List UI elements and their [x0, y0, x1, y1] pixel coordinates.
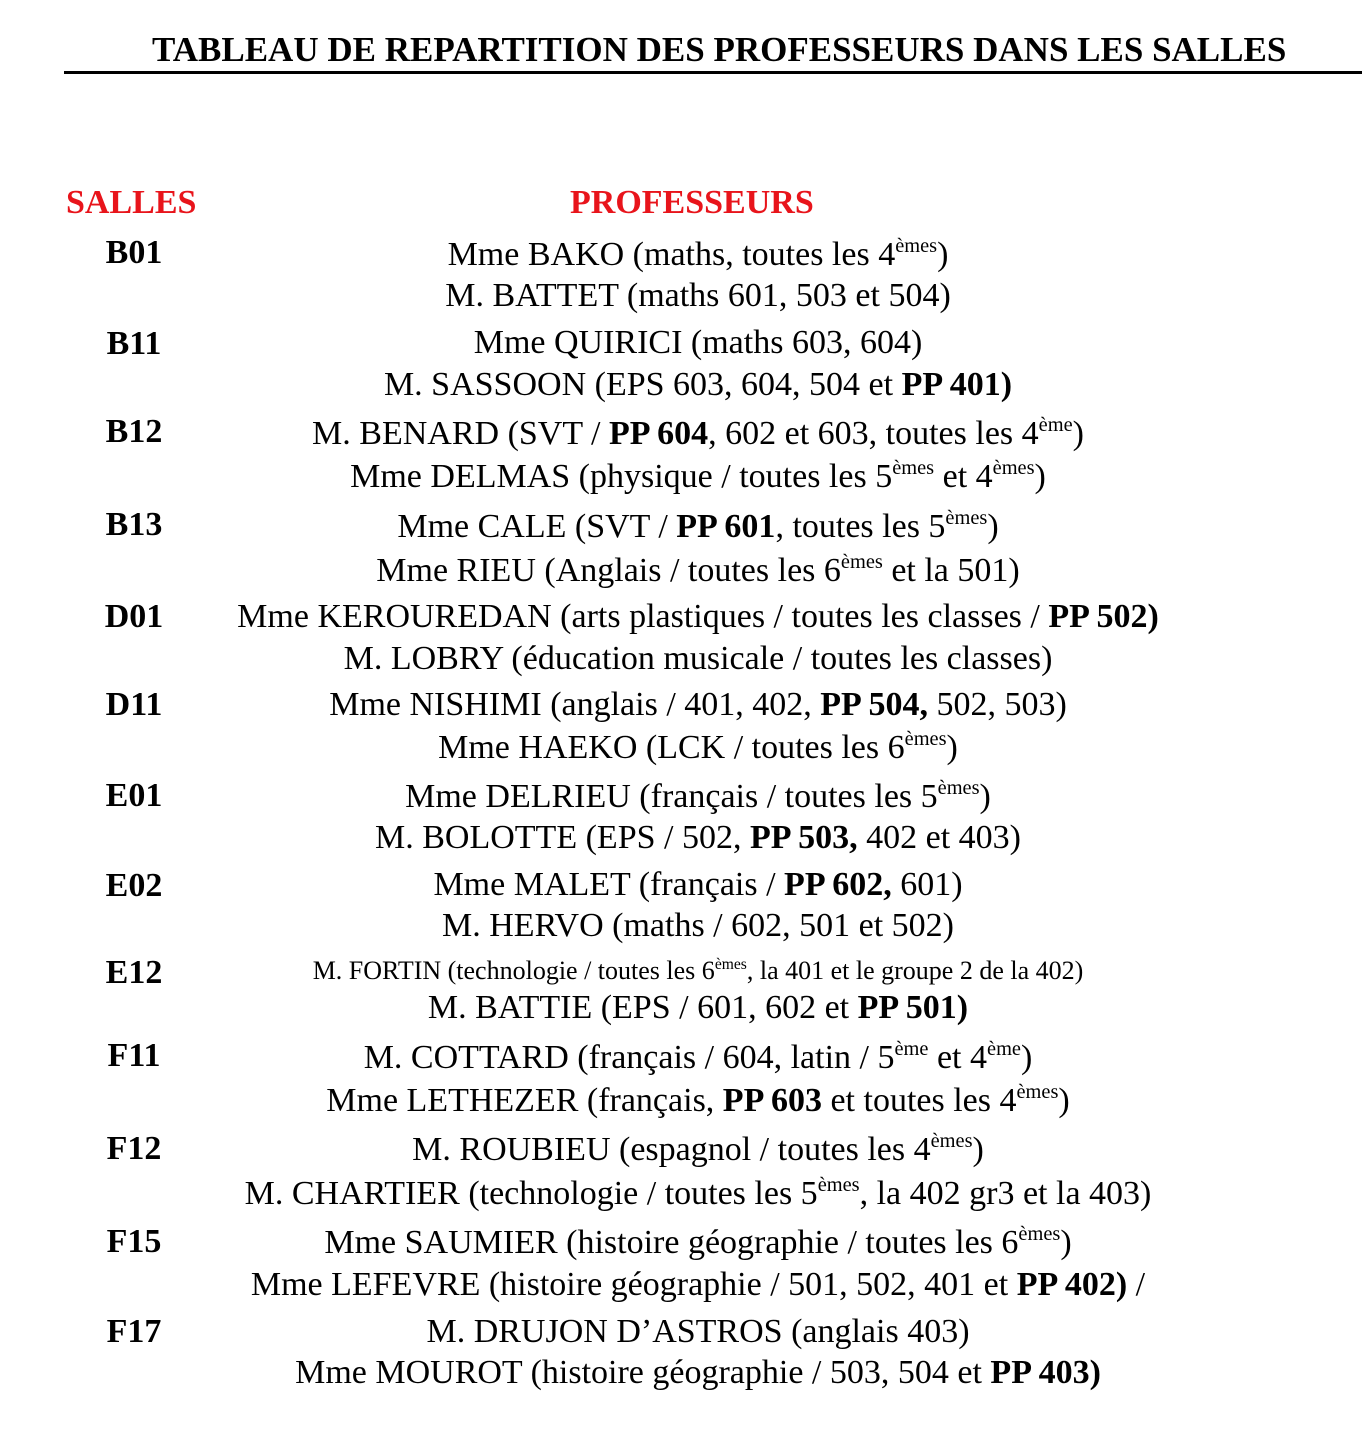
teacher-line: [237, 600, 1159, 634]
teacher-text: et la 501): [882, 552, 1020, 589]
teacher-text: ): [1034, 458, 1046, 495]
pp-class-bold: PP 503,: [749, 819, 858, 856]
teacher-text: , 602 et 603, toutes les 4: [708, 415, 1039, 452]
teacher-text: M. COTTARD (français / 604, latin / 5: [363, 1039, 895, 1076]
ordinal-suffix: èmes: [892, 456, 935, 479]
page-title: TABLEAU DE REPARTITION DES PROFESSEURS DANS LES SALLES: [152, 30, 1287, 69]
teacher-line: [329, 688, 1067, 722]
teacher-text: Mme HAEKO (LCK / toutes les 6: [438, 729, 905, 766]
teacher-text: ): [1058, 1082, 1070, 1119]
teacher-text: 502, 503): [927, 686, 1067, 723]
salle-label: B13: [105, 506, 163, 543]
teacher-line: [312, 955, 1084, 985]
ordinal-suffix: èmes: [714, 955, 747, 973]
teacher-text: Mme MALET (français /: [433, 866, 785, 903]
teacher-text: Mme KEROUREDAN (arts plastiques / toutes les classes /: [237, 598, 1049, 635]
pp-class-bold: PP 403): [990, 1354, 1101, 1391]
teacher-line: [412, 1129, 984, 1168]
header-salles: SALLES: [66, 184, 197, 221]
title-underline: [64, 71, 1362, 74]
teacher-text: ): [1060, 1224, 1072, 1261]
teacher-line: [375, 821, 1021, 855]
teacher-text: M. BATTIE (EPS / 601, 602 et: [427, 989, 858, 1026]
teacher-text: ): [979, 778, 991, 815]
ordinal-suffix: èmes: [945, 506, 988, 529]
teacher-text: Mme RIEU (Anglais / toutes les 6: [376, 552, 841, 589]
pp-class-bold: PP 604: [608, 415, 709, 452]
ordinal-suffix: ème: [1038, 413, 1073, 436]
ordinal-suffix: èmes: [1016, 1080, 1059, 1103]
teacher-text: M. HERVO (maths / 602, 501 et 502): [442, 907, 954, 944]
teacher-text: Mme DELMAS (physique / toutes les 5: [350, 458, 893, 495]
pp-class-bold: PP 504,: [820, 686, 928, 723]
ordinal-suffix: èmes: [817, 1173, 860, 1196]
teacher-line: [326, 1080, 1070, 1119]
ordinal-suffix: èmes: [1018, 1222, 1061, 1245]
teacher-text: M. BOLOTTE (EPS / 502,: [375, 819, 750, 856]
teacher-text: Mme CALE (SVT /: [397, 508, 677, 545]
teacher-text: /: [1127, 1266, 1146, 1303]
teacher-line: [442, 909, 954, 943]
teacher-line: [324, 1222, 1072, 1261]
salle-label: F17: [106, 1313, 162, 1350]
teacher-text: M. DRUJON D’ASTROS (anglais 403): [426, 1313, 970, 1350]
ordinal-suffix: èmes: [904, 727, 947, 750]
pp-class-bold: PP 402): [1016, 1266, 1128, 1303]
salle-label: B01: [105, 234, 163, 271]
teacher-line: [447, 234, 949, 273]
salle-label: B12: [105, 413, 163, 450]
teacher-line: [426, 1315, 969, 1349]
header-professeurs: PROFESSEURS: [570, 184, 814, 221]
teacher-text: et toutes les 4: [821, 1082, 1017, 1119]
teacher-line: [433, 868, 962, 902]
teacher-text: et 4: [928, 1039, 988, 1076]
ordinal-suffix: èmes: [840, 550, 883, 573]
pp-class-bold: PP 602,: [784, 866, 892, 903]
ordinal-suffix: èmes: [930, 1129, 973, 1152]
salle-label: D11: [105, 686, 163, 723]
teacher-text: M. FORTIN (technologie / toutes les 6: [312, 956, 715, 985]
teacher-line: [363, 1037, 1033, 1076]
teacher-line: [445, 279, 951, 313]
teacher-text: M. BENARD (SVT /: [312, 415, 609, 452]
teacher-text: Mme NISHIMI (anglais / 401, 402,: [329, 686, 821, 723]
salle-label: F11: [107, 1037, 161, 1074]
teacher-text: , toutes les 5: [775, 508, 946, 545]
teacher-line: [428, 991, 968, 1025]
ordinal-suffix: èmes: [895, 234, 938, 257]
ordinal-suffix: èmes: [937, 776, 980, 799]
ordinal-suffix: èmes: [992, 456, 1035, 479]
salle-label: E02: [105, 867, 163, 904]
teacher-text: M. BATTET (maths 601, 503 et 504): [445, 277, 951, 314]
salle-label: E01: [105, 777, 163, 814]
teacher-text: 601): [891, 866, 963, 903]
pp-class-bold: PP 601: [676, 508, 776, 545]
teacher-text: M. CHARTIER (technologie / toutes les 5: [244, 1175, 818, 1212]
teacher-line: [405, 776, 991, 815]
teacher-line: [376, 550, 1020, 589]
pp-class-bold: PP 501): [857, 989, 969, 1026]
teacher-line: [474, 326, 923, 360]
teacher-text: ): [987, 508, 999, 545]
teacher-text: Mme QUIRICI (maths 603, 604): [473, 324, 923, 361]
teacher-text: ): [946, 729, 958, 766]
teacher-line: [397, 506, 999, 545]
teacher-text: et 4: [934, 458, 993, 495]
teacher-text: ): [1020, 1039, 1033, 1076]
teacher-text: , la 401 et le groupe 2 de la 402): [746, 956, 1084, 985]
teacher-text: Mme MOUROT (histoire géographie / 503, 504 et: [295, 1354, 991, 1391]
teacher-line: [295, 1356, 1101, 1390]
salle-label: D01: [104, 598, 164, 635]
teacher-line: [438, 727, 958, 766]
teacher-text: Mme BAKO (maths, toutes les 4: [447, 236, 896, 273]
teacher-text: Mme SAUMIER (histoire géographie / toutes les 6: [324, 1224, 1019, 1261]
teacher-line: [350, 456, 1046, 495]
pp-class-bold: PP 401): [901, 366, 1013, 403]
salle-label: F15: [106, 1223, 162, 1260]
teacher-text: M. ROUBIEU (espagnol / toutes les 4: [412, 1131, 931, 1168]
teacher-text: ): [1072, 415, 1084, 452]
salle-label: B11: [106, 325, 162, 362]
teacher-line: [312, 413, 1084, 452]
teacher-text: Mme LETHEZER (français,: [326, 1082, 723, 1119]
salle-label: E12: [105, 954, 163, 991]
teacher-text: M. SASSOON (EPS 603, 604, 504 et: [383, 366, 902, 403]
teacher-text: M. LOBRY (éducation musicale / toutes les classes): [343, 640, 1053, 677]
teacher-text: Mme DELRIEU (français / toutes les 5: [405, 778, 938, 815]
pp-class-bold: PP 502): [1048, 598, 1159, 635]
ordinal-suffix: ème: [987, 1037, 1021, 1060]
teacher-line: [384, 368, 1012, 402]
teacher-line: [244, 1173, 1152, 1212]
teacher-text: , la 402 gr3 et la 403): [859, 1175, 1152, 1212]
teacher-text: Mme LEFEVRE (histoire géographie / 501, 502, 401 et: [250, 1266, 1017, 1303]
pp-class-bold: PP 603: [722, 1082, 822, 1119]
teacher-line: [251, 1268, 1145, 1302]
teacher-text: ): [972, 1131, 984, 1168]
salle-label: F12: [106, 1130, 162, 1167]
teacher-text: ): [937, 236, 949, 273]
teacher-line: [344, 642, 1053, 676]
ordinal-suffix: ème: [894, 1037, 929, 1060]
teacher-text: 402 et 403): [857, 819, 1021, 856]
